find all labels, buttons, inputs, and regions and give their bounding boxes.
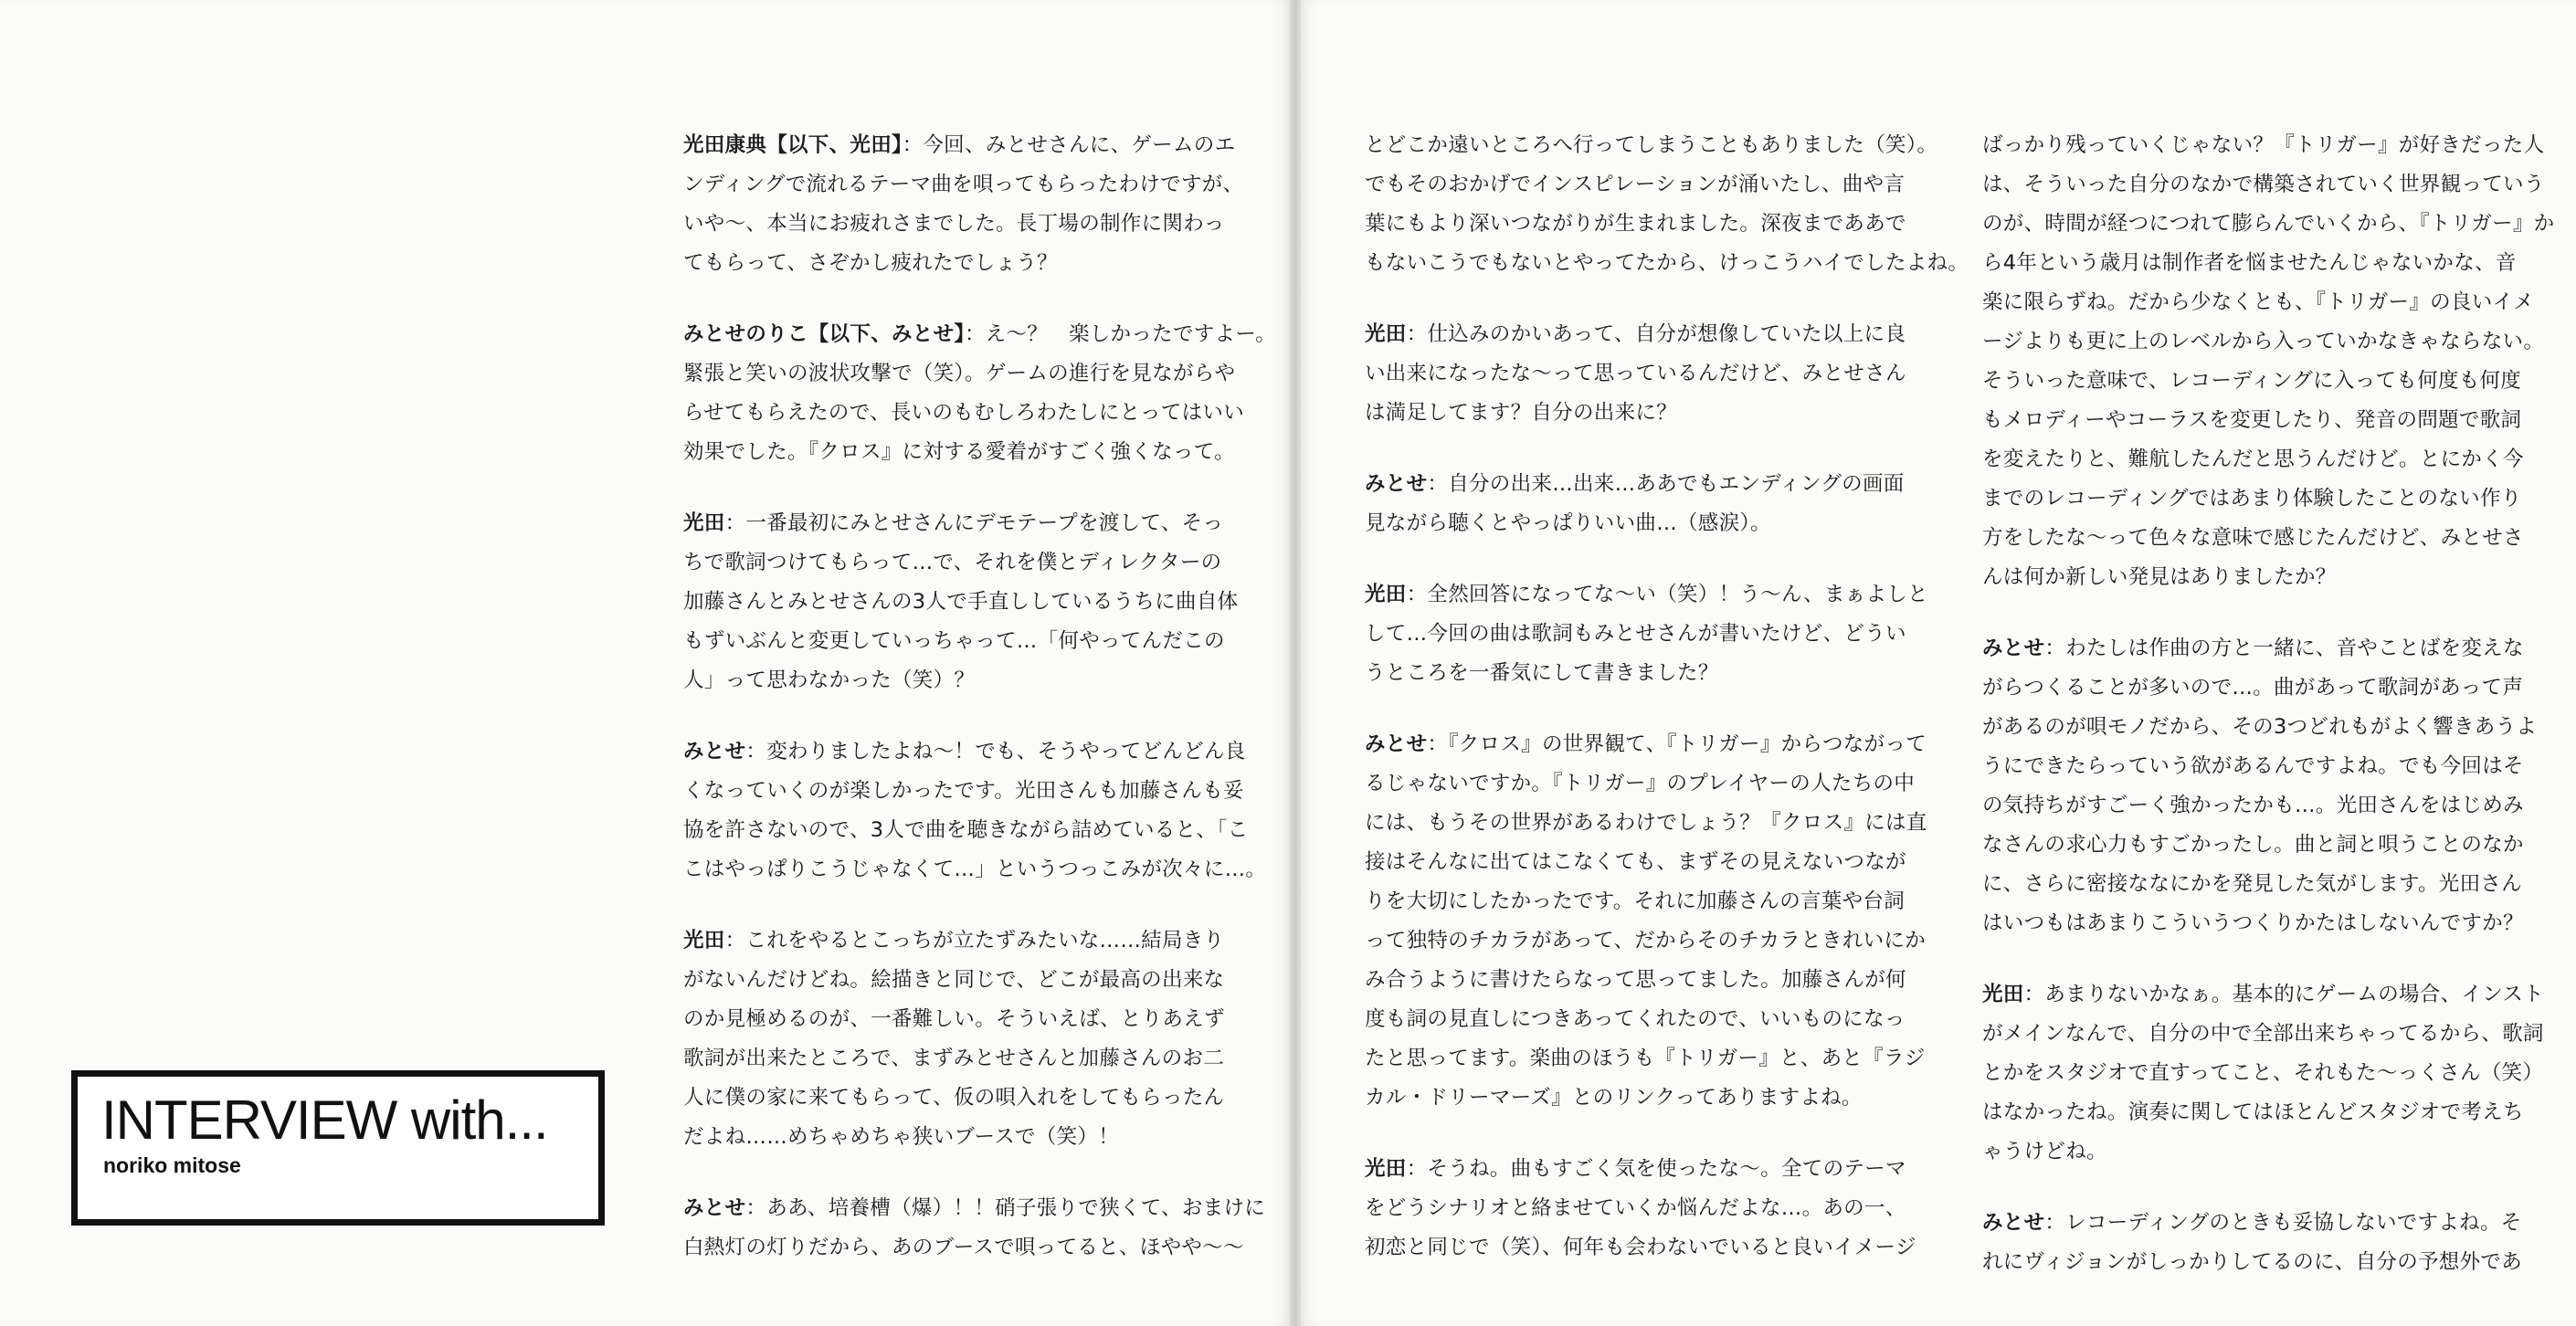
line-text: までのレコーディングではあまり体験したことのない作り	[1982, 487, 2522, 510]
paragraph-line	[683, 433, 1268, 472]
line-text: 緊張と笑いの波状攻撃で（笑）。ゲームの進行を見ながらや	[683, 362, 1236, 385]
paragraph-line	[683, 921, 1268, 961]
interview-paragraph	[1365, 575, 1931, 693]
speaker-name: 光田	[683, 511, 725, 535]
paragraph-line	[683, 1228, 1268, 1268]
paragraph-line	[683, 126, 1268, 165]
line-text: ：これをやるとこっちが立たずみたいな……結局きり	[724, 929, 1225, 952]
speaker-name: 光田	[1982, 983, 2024, 1006]
interview-paragraph	[1365, 725, 1931, 1118]
line-text: 葉にもより深いつながりが生まれました。深夜までああで	[1365, 212, 1906, 236]
paragraph-line	[1365, 961, 1931, 1000]
paragraph-line	[1365, 654, 1931, 693]
line-text: くなっていくのが楽しかったです。光田さんも加藤さんも妥	[683, 779, 1244, 803]
paragraph-line	[683, 661, 1268, 700]
paragraph-line	[1365, 394, 1931, 433]
paragraph-line	[683, 732, 1268, 772]
line-text: こはやっぱりこうじゃなくて…」というつっこみが次々に…。	[683, 858, 1267, 881]
line-text: でもそのおかげでインスピレーションが涌いたし、曲や言	[1365, 173, 1906, 196]
interview-paragraph	[1365, 315, 1931, 433]
paragraph-line	[683, 1118, 1268, 1157]
paragraph-line	[1365, 575, 1931, 615]
line-text: ばっかり残っていくじゃない？『トリガー』が好きだった人	[1982, 133, 2545, 157]
line-text: 効果でした。『クロス』に対する愛着がすごく強くなって。	[683, 440, 1235, 464]
line-text: って独特のチカラがあって、だからそのチカラときれいにか	[1365, 929, 1927, 952]
paragraph-line	[1982, 629, 2549, 668]
speaker-name: みとせ	[1365, 732, 1428, 756]
paragraph-line	[683, 583, 1268, 622]
line-text: だよね……めちゃめちゃ狭いブースで（笑）！	[683, 1125, 1120, 1149]
paragraph-line	[683, 850, 1268, 889]
line-text: そういった意味で、レコーディングに入っても何度も何度	[1982, 369, 2522, 393]
line-text: ：『クロス』の世界観て、『トリガー』からつながって	[1427, 732, 1927, 756]
line-text: 方をしたな〜って色々な意味で感じたんだけど、みとせさ	[1982, 526, 2524, 550]
paragraph-line	[683, 772, 1268, 811]
paragraph-line	[1365, 1150, 1931, 1189]
paragraph-line	[1365, 465, 1931, 504]
paragraph-line	[1982, 362, 2549, 401]
paragraph-line	[1982, 747, 2549, 786]
book-spine	[1290, 0, 1301, 1326]
line-text: とどこか遠いところへ行ってしまうこともありました（笑）。	[1365, 133, 1938, 157]
line-text: 白熱灯の灯りだから、あのブースで唄ってると、ほやや〜〜	[683, 1236, 1244, 1259]
paragraph-line	[1365, 882, 1931, 921]
line-text: 見ながら聴くとやっぱりいい曲…（感涙）。	[1365, 511, 1771, 535]
line-text: ージよりも更に上のレベルから入っていかなきゃならない。	[1982, 330, 2545, 353]
line-text: み合うように書けたらなって思ってました。加藤さんが何	[1365, 968, 1906, 992]
paragraph-line	[1365, 843, 1931, 882]
interview-paragraph	[1982, 126, 2555, 597]
interview-paragraph	[1365, 126, 1969, 283]
paragraph-line	[683, 244, 1268, 283]
line-text: 初恋と同じで（笑）、何年も会わないでいると良いイメージ	[1365, 1236, 1916, 1259]
paragraph-line	[1982, 205, 2555, 244]
paragraph-line	[1982, 865, 2549, 904]
paragraph-line	[683, 315, 1277, 354]
paragraph-line	[1982, 322, 2549, 362]
paragraph-line	[683, 205, 1268, 244]
paragraph-line	[1982, 975, 2549, 1015]
interview-paragraph	[1365, 1150, 1931, 1268]
interview-title: INTERVIEW with...	[101, 1089, 548, 1151]
interview-paragraph	[1365, 465, 1931, 543]
paragraph-line	[683, 1079, 1268, 1118]
speaker-name: 光田	[683, 929, 725, 952]
line-text: たと思ってます。楽曲のほうも『トリガー』と、あと『ラジ	[1365, 1047, 1926, 1070]
paragraph-line	[1982, 440, 2549, 479]
paragraph-line	[1365, 1079, 1931, 1118]
interview-paragraph	[1982, 975, 2549, 1172]
line-text: があるのが唄モノだから、その3つどれもがよく響きあうよ	[1982, 715, 2538, 739]
paragraph-line	[683, 394, 1268, 433]
paragraph-line	[1982, 1204, 2549, 1243]
paragraph-line	[1982, 283, 2549, 322]
line-text: りを大切にしたかったです。それに加藤さんの言葉や台詞	[1365, 889, 1906, 913]
paragraph-line	[1982, 904, 2549, 943]
paragraph-line	[1365, 244, 1969, 283]
speaker-name: 光田	[1365, 583, 1407, 606]
paragraph-line	[1365, 354, 1931, 394]
speaker-name: みとせ	[1982, 1211, 2045, 1235]
paragraph-line	[1365, 725, 1931, 764]
line-text: ：あまりないかなぁ。基本的にゲームの場合、インスト	[2023, 983, 2544, 1006]
line-text: 人に僕の家に来てもらって、仮の唄入れをしてもらったん	[683, 1086, 1225, 1110]
speaker-name: みとせ	[683, 740, 746, 763]
line-text: 人」って思わなかった（笑）？	[683, 668, 976, 692]
paragraph-line	[1982, 244, 2549, 283]
paragraph-line	[1982, 165, 2549, 205]
interview-paragraph	[683, 1189, 1268, 1268]
line-text: ：そうね。曲もすごく気を使ったな〜。全てのテーマ	[1406, 1157, 1906, 1181]
line-text: は満足してます？自分の出来に？	[1365, 401, 1678, 425]
paragraph-line	[1365, 205, 1931, 244]
paragraph-line	[1365, 504, 1931, 543]
line-text: んは何か新しい発見はありましたか？	[1982, 565, 2337, 589]
paragraph-line	[1982, 1054, 2549, 1093]
speaker-name: みとせ	[1982, 637, 2045, 660]
paragraph-line	[1982, 1015, 2549, 1054]
line-text: ：わたしは作曲の方と一緒に、音やことばを変えな	[2044, 637, 2524, 660]
speaker-name: みとせのりこ【以下、みとせ】	[683, 322, 965, 346]
line-text: はいつもはあまりこういうつくりかたはしないんですか？	[1982, 911, 2524, 935]
text-column-3	[1982, 126, 2555, 1314]
line-text: てもらって、さぞかし疲れたでしょう？	[683, 251, 1058, 275]
line-text: れにヴィジョンがしっかりしてるのに、自分の予想外であ	[1982, 1250, 2523, 1274]
line-text: に、さらに密接ななにかを発見した気がします。光田さん	[1982, 872, 2523, 896]
line-text: るじゃないですか。『トリガー』のプレイヤーの人たちの中	[1365, 772, 1916, 795]
paragraph-line	[683, 622, 1268, 661]
line-text: 楽に限らずね。だから少なくとも、『トリガー』の良いイメ	[1982, 290, 2534, 314]
line-text: い出来になったな〜って思っているんだけど、みとせさん	[1365, 362, 1906, 385]
line-text: ちで歌詞つけてもらって…で、それを僕とディレクターの	[683, 551, 1222, 574]
line-text: いや〜、本当にお疲れさまでした。長丁場の制作に関わっ	[683, 212, 1225, 236]
paragraph-line	[683, 1000, 1268, 1039]
paragraph-line	[1982, 1243, 2549, 1282]
line-text: もないこうでもないとやってたから、けっこうハイでしたよね。	[1365, 251, 1969, 275]
line-text: とかをスタジオで直すってこと、それもた〜っくさん（笑）	[1982, 1061, 2544, 1085]
line-text: カル・ドリーマーズ』とのリンクってありますよね。	[1365, 1086, 1863, 1110]
paragraph-line	[1982, 708, 2549, 747]
line-text: して…今回の曲は歌詞もみとせさんが書いたけど、どうい	[1365, 622, 1906, 646]
paragraph-line	[1982, 668, 2549, 708]
line-text: もずいぶんと変更していっちゃって…「何やってんだこの	[683, 629, 1225, 653]
paragraph-line	[1365, 615, 1931, 654]
line-text: 接はそんなに出てはこなくても、まずその見えないつなが	[1365, 850, 1906, 874]
speaker-name: 光田	[1365, 322, 1407, 346]
paragraph-line	[683, 354, 1268, 394]
line-text: は、そういった自分のなかで構築されていく世界観っていう	[1982, 173, 2545, 196]
line-text: ンディングで流れるテーマ曲を唄ってもらったわけですが、	[683, 173, 1244, 196]
line-text: ：え〜？ 楽しかったですよー。	[964, 322, 1277, 346]
line-text: を変えたりと、難航したんだと思うんだけど。とにかく今	[1982, 447, 2524, 471]
speaker-name: 光田	[1365, 1157, 1407, 1181]
line-text: ：ああ、培養槽（爆）！！硝子張りで狭くて、おまけに	[745, 1196, 1266, 1220]
speaker-name: みとせ	[683, 1196, 746, 1220]
paragraph-line	[1365, 1189, 1931, 1228]
paragraph-line	[1365, 1228, 1931, 1268]
paragraph-line	[683, 165, 1268, 205]
paragraph-line	[1982, 1093, 2549, 1132]
line-text: のが、時間が経つにつれて膨らんでいくから、『トリガー』か	[1982, 212, 2555, 236]
speaker-name: 光田康典【以下、光田】	[683, 133, 903, 157]
line-text: 歌詞が出来たところで、まずみとせさんと加藤さんのお二	[683, 1047, 1225, 1070]
line-text: ら4年という歳月は制作者を悩ませたんじゃないかな、音	[1982, 251, 2517, 275]
line-text: ：今回、みとせさんに、ゲームのエ	[902, 133, 1236, 157]
paragraph-line	[1365, 1000, 1931, 1039]
line-text: ：自分の出来…出来…ああでもエンディングの画面	[1427, 472, 1905, 496]
speaker-name: みとせ	[1365, 472, 1428, 496]
paragraph-line	[1365, 126, 1938, 165]
paragraph-line	[1982, 126, 2549, 165]
line-text: ：仕込みのかいあって、自分が想像していた以上に良	[1406, 322, 1906, 346]
line-text: らせてもらえたので、長いのもむしろわたしにとってはいい	[683, 401, 1245, 425]
line-text: ：全然回答になってな〜い（笑）！う〜ん、まぁよしと	[1406, 583, 1928, 606]
line-text: がらつくることが多いので…。曲があって歌詞があって声	[1982, 676, 2524, 700]
interview-paragraph	[683, 126, 1268, 283]
paragraph-line	[1982, 558, 2549, 597]
line-text: ：一番最初にみとせさんにデモテープを渡して、そっ	[724, 511, 1224, 535]
line-text: には、もうその世界があるわけでしょう？『クロス』には直	[1365, 811, 1927, 835]
line-text: うにできたらっていう欲があるんですよね。でも今回はそ	[1982, 754, 2524, 778]
line-text: もメロディーやコーラスを変更したり、発音の問題で歌詞	[1982, 408, 2522, 432]
line-text: がないんだけどね。絵描きと同じで、どこが最高の出来な	[683, 968, 1225, 992]
paragraph-line	[1365, 764, 1931, 804]
line-text: ：レコーディングのときも妥協しないですよね。そ	[2044, 1211, 2522, 1235]
paragraph-line	[1982, 401, 2549, 440]
line-text: 加藤さんとみとせさんの3人で手直ししているうちに曲自体	[683, 590, 1239, 614]
paragraph-line	[1982, 786, 2549, 826]
line-text: の気持ちがすごーく強かったかも…。光田さんをはじめみ	[1982, 794, 2524, 817]
paragraph-line	[1365, 1039, 1931, 1079]
paragraph-line	[1365, 804, 1931, 843]
paragraph-line	[1982, 1132, 2549, 1172]
paragraph-line	[683, 504, 1268, 543]
interview-paragraph	[683, 504, 1268, 700]
interview-paragraph	[683, 315, 1277, 472]
interview-title-box	[71, 1070, 605, 1226]
interview-paragraph	[683, 921, 1268, 1157]
line-text: がメインなんで、自分の中で全部出来ちゃってるから、歌詞	[1982, 1022, 2544, 1046]
line-text: なさんの求心力もすごかったし。曲と詞と唄うことのなか	[1982, 833, 2524, 857]
text-column-1	[683, 126, 1277, 1300]
paragraph-line	[1982, 826, 2549, 865]
paragraph-line	[1982, 519, 2549, 558]
paragraph-line	[1365, 165, 1931, 205]
line-text: うところを一番気にして書きました？	[1365, 661, 1719, 685]
line-text: をどうシナリオと絡ませていくか悩んだよな…。あの一、	[1365, 1196, 1906, 1220]
paragraph-line	[683, 961, 1268, 1000]
line-text: ゃうけどね。	[1982, 1140, 2107, 1163]
line-text: はなかったね。演奏に関してはほとんどスタジオで考えち	[1982, 1100, 2524, 1124]
paragraph-line	[683, 543, 1268, 583]
line-text: ：変わりましたよね〜！でも、そうやってどんどん良	[745, 740, 1246, 763]
paragraph-line	[1982, 479, 2549, 519]
line-text: 協を許さないので、3人で曲を聴きながら詰めていると、「こ	[683, 818, 1249, 842]
paragraph-line	[683, 811, 1268, 850]
line-text: 度も詞の見直しにつきあってくれたので、いいものになっ	[1365, 1007, 1906, 1031]
paragraph-line	[1365, 315, 1931, 354]
paragraph-line	[1365, 921, 1931, 961]
interview-paragraph	[683, 732, 1268, 889]
line-text: のか見極めるのが、一番難しい。そういえば、とりあえず	[683, 1007, 1225, 1031]
paragraph-line	[683, 1039, 1268, 1079]
interview-paragraph	[1982, 1204, 2549, 1282]
paragraph-line	[683, 1189, 1268, 1228]
text-column-2	[1365, 126, 1969, 1300]
interview-paragraph	[1982, 629, 2549, 943]
interviewee-name: noriko mitose	[103, 1153, 241, 1177]
